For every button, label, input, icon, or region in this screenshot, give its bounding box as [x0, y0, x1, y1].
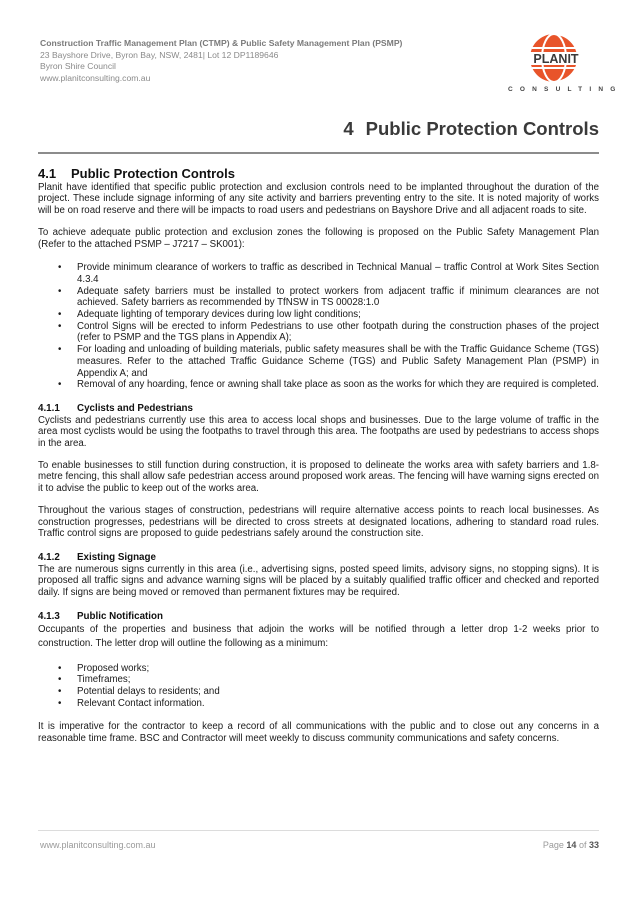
section-number: 4.1: [38, 166, 57, 181]
list-item: • Relevant Contact information.: [38, 698, 599, 710]
section-number: 4.1.1: [38, 402, 60, 414]
list-item: • Adequate safety barriers must be installed to protect workers from adjacent traffic if minimum clearances are not achieved. Safety barriers as recommended by TfNSW in TS 00028:1.0: [38, 286, 599, 309]
section-number: 4.1.2: [38, 551, 60, 563]
document-title: Construction Traffic Management Plan (CTMP) & Public Safety Management Plan (PSMP): [40, 38, 403, 48]
footer-website[interactable]: www.planitconsulting.com.au: [40, 840, 156, 850]
footer-divider: [38, 830, 599, 831]
paragraph: To achieve adequate public protection and exclusion zones the following is proposed on the Public Safety Management Plan (Refer to the attached PSMP – J7217 – SK001):: [38, 226, 599, 250]
header-website: www.planitconsulting.com.au: [40, 72, 151, 83]
paragraph: Occupants of the properties and business that adjoin the works will be notified through a letter drop 1-2 weeks prior to construction. The letter drop will outline the following as a minimum:: [38, 623, 599, 649]
notification-list: [38, 663, 599, 710]
current-page: 14: [566, 840, 577, 850]
chapter-number: 4: [343, 118, 354, 139]
section-number: 4.1.3: [38, 610, 60, 622]
planit-logo: [508, 32, 623, 102]
council-name: Byron Shire Council: [40, 61, 116, 72]
list-item: • Potential delays to residents; and: [38, 686, 599, 698]
page-body: [38, 166, 599, 745]
section-title: Public Notification: [77, 610, 163, 622]
section-title: Cyclists and Pedestrians: [77, 402, 193, 414]
chapter-heading: [340, 118, 599, 140]
page-number: [543, 840, 599, 850]
of-label: of: [578, 840, 587, 850]
chapter-title: Public Protection Controls: [365, 118, 599, 139]
list-item: • Proposed works;: [38, 663, 599, 675]
site-address: 23 Bayshore Drive, Byron Bay, NSW, 2481| Lot 12 DP1189646: [40, 49, 279, 60]
paragraph: Cyclists and pedestrians currently use this area to access local shops and businesses. Due to the large volume of traffic in the area most cyclists would be using the footpaths to travel through this area. The footpaths are used by pedestrians to access shops in the area.: [38, 414, 599, 450]
paragraph: It is imperative for the contractor to keep a record of all communications with the public and to close out any concerns in a reasonable time frame. BSC and Contractor will meet weekly to discuss community communications and safety concerns.: [38, 721, 599, 745]
page-footer: [40, 840, 599, 850]
paragraph: Throughout the various stages of construction, pedestrians will require alternative access points to reach local businesses. As construction progresses, pedestrians will be directed to cross streets at designated locations, adhering to standard road rules. Traffic control signs are proposed to guide pedestrians safely around the construction site.: [38, 504, 599, 540]
list-item: • Timeframes;: [38, 674, 599, 686]
paragraph: To enable businesses to still function during construction, it is proposed to delineate the works area with safety barriers and 1.8-metre fencing, this shall allow safe pedestrian access around proposed work areas. The fencing will have warning signs erected on it to advise the public to keep out of the works area.: [38, 459, 599, 495]
section-heading-4-1-1: [38, 403, 599, 415]
section-heading-4-1-2: [38, 552, 599, 564]
paragraph: Planit have identified that specific public protection and exclusion controls need to be implanted throughout the duration of the project. These include signage informing of any site activity and barriers preventing entry to the site. It is noted majority of works will be on road reserve and there will be impacts to road users and pedestrians on Bayshore Drive and all adjacent roads to site.: [38, 181, 599, 217]
section-title: Public Protection Controls: [71, 166, 235, 181]
page-header: [40, 38, 402, 84]
list-item: • Control Signs will be erected to inform Pedestrians to use other footpath during the construction phases of the project (refer to PSMP and the TGS plans in Appendix A);: [38, 321, 599, 344]
section-heading-4-1: [38, 168, 599, 180]
page-label: Page: [542, 840, 564, 850]
list-item: • For loading and unloading of building materials, public safety measures shall be with the Traffic Guidance Scheme (TGS) measures. Refer to the attached Traffic Guidance Scheme (TGS) and Public Safety Management Plan (PSMP) in Appendix A; and: [38, 344, 599, 379]
planit-globe-icon: [508, 32, 604, 86]
list-item: • Adequate lighting of temporary devices during low light conditions;: [38, 309, 599, 321]
chapter-divider: [38, 152, 599, 154]
paragraph: The are numerous signs currently in this area (i.e., advertising signs, posted speed limits, advisory signs, no stopping signs). It is proposed all traffic signs and advance warning signs will be placed by a suitably qualified traffic officer and checked and reported daily. If signs are being moved or removed than permanent fixtures may be required.: [38, 563, 599, 599]
list-item: • Provide minimum clearance of workers to traffic as described in Technical Manual – traffic Control at Work Sites Section 4.3.4: [38, 262, 599, 285]
section-title: Existing Signage: [77, 551, 156, 563]
logo-subtitle: CONSULTING: [508, 86, 623, 93]
logo-wordmark: PLANIT: [533, 52, 579, 66]
section-heading-4-1-3: [38, 611, 599, 623]
total-pages: 33: [588, 840, 599, 850]
protection-list: [38, 262, 599, 391]
list-item: • Removal of any hoarding, fence or awning shall take place as soon as the works for which they are required is completed.: [38, 379, 599, 391]
